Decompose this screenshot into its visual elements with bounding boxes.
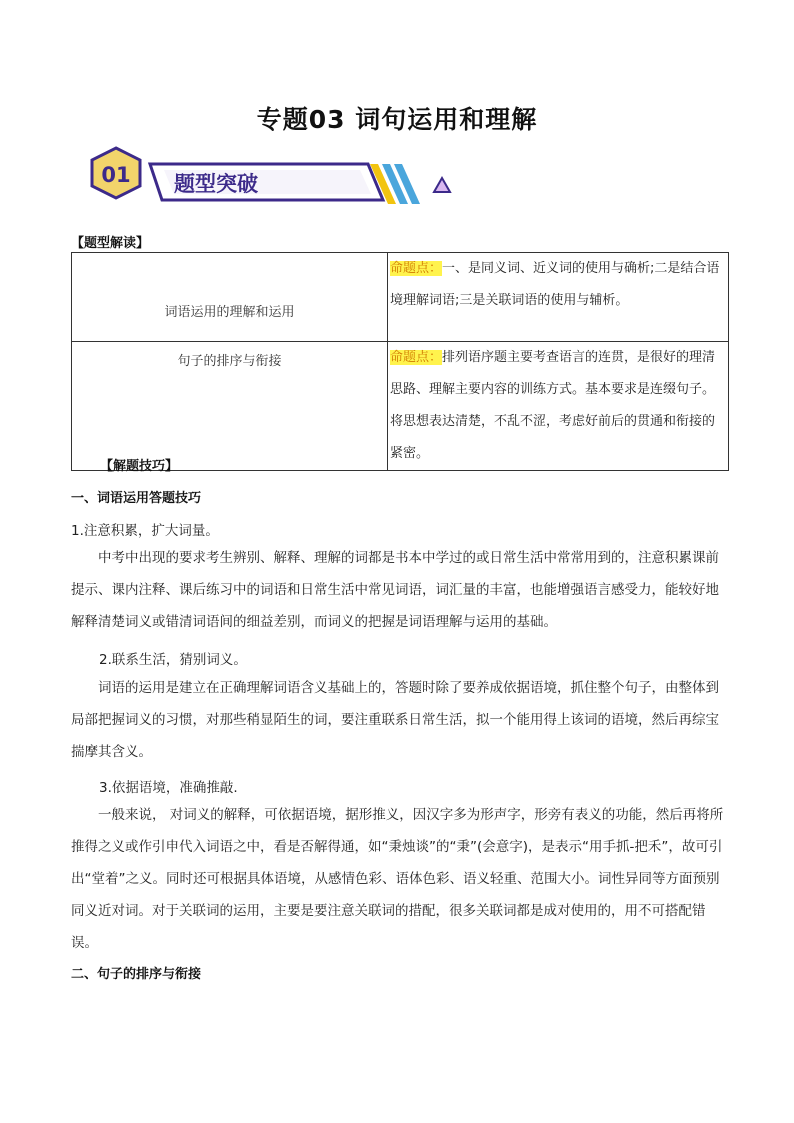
tag-highlight: 命题点：	[390, 350, 443, 365]
item-3: 3.依据语境，准确推敲.	[99, 780, 238, 796]
heading-1: 一、词语运用答题技巧	[71, 491, 202, 506]
item-2: 2.联系生活，猜别词义。	[99, 652, 247, 668]
info-table	[71, 252, 729, 471]
table-row	[72, 342, 729, 471]
paragraph-3-text: 一般来说， 对词义的解释，可依据语境，据形推义，因汉字多为形声字，形旁有表义的功能，然后再将所推得之义或作引申代入词语之中，看是否解得通，如“秉烛谈”的“秉”(会意字)，是表示“用手抓-把禾”，故可引出“堂着”之义。同时还可根据具体语境，从感情色彩、语体色彩、语义轻重、范围大小。词性异同等方面预别同义近对词。对于关联词的运用，主要是要注意关联词的措配，很多关联词都是成对使用的，用不可搭配错误。	[71, 807, 724, 951]
banner-text: 题型突破	[174, 172, 258, 196]
page-title: 专题03 词句运用和理解	[256, 105, 538, 134]
content-text: 一、是同义词、近义词的使用与确析;二是结合语境理解词语;三是关联词语的使用与辅析。	[390, 261, 720, 308]
section-label: 【题型解读】	[71, 236, 150, 251]
table-cell-content	[388, 253, 729, 342]
banner-number: 01	[101, 163, 131, 187]
table-cell-topic	[72, 253, 388, 342]
table-cell-content	[388, 342, 729, 471]
paragraph-1	[71, 542, 731, 638]
topic-text: 句子的排序与衔接	[177, 354, 282, 369]
content-text: 排列语序题主要考查语言的连贯，是很好的理清思路、理解主要内容的训练方式。基本要求是连缀句子。将思想表达清楚，不乱不涩，考虑好前后的贯通和衔接的紧密。	[390, 350, 716, 461]
paragraph-1-text: 中考中出现的要求考生辨别、解释、理解的词都是书本中学过的或日常生活中常常用到的，注意积累课前提示、课内注释、课后练习中的词语和日常生活中常见词语，词汇量的丰富，也能增强语言感受力，能较好地解释清楚词义或错清词语间的细益差别，而词义的把握是词语理解与运用的基础。	[71, 550, 719, 630]
topic-text: 词语运用的理解和运用	[164, 305, 295, 320]
paragraph-3	[71, 799, 731, 959]
banner-graphic	[78, 140, 458, 210]
triangle-decor-icon	[434, 178, 450, 192]
paragraph-2-text: 词语的运用是建立在正确理解词语含义基础上的，答题时除了要养成依据语境，抓住整个句子，由整体到局部把握词义的习惯，对那些稍显陌生的词，要注重联系日常生活，拟一个能用得上该词的语境，然后再综宝揣摩其含义。	[71, 680, 719, 760]
table-cell-topic	[72, 342, 388, 471]
paragraph-2	[71, 672, 731, 768]
tag-highlight: 命题点：	[390, 261, 443, 276]
section-banner	[78, 140, 458, 210]
table-row	[72, 253, 729, 342]
heading-2: 二、句子的排序与衔接	[71, 967, 202, 982]
tips-label: 【解题技巧】	[100, 459, 179, 474]
item-1: 1.注意积累，扩大词量。	[71, 523, 219, 539]
